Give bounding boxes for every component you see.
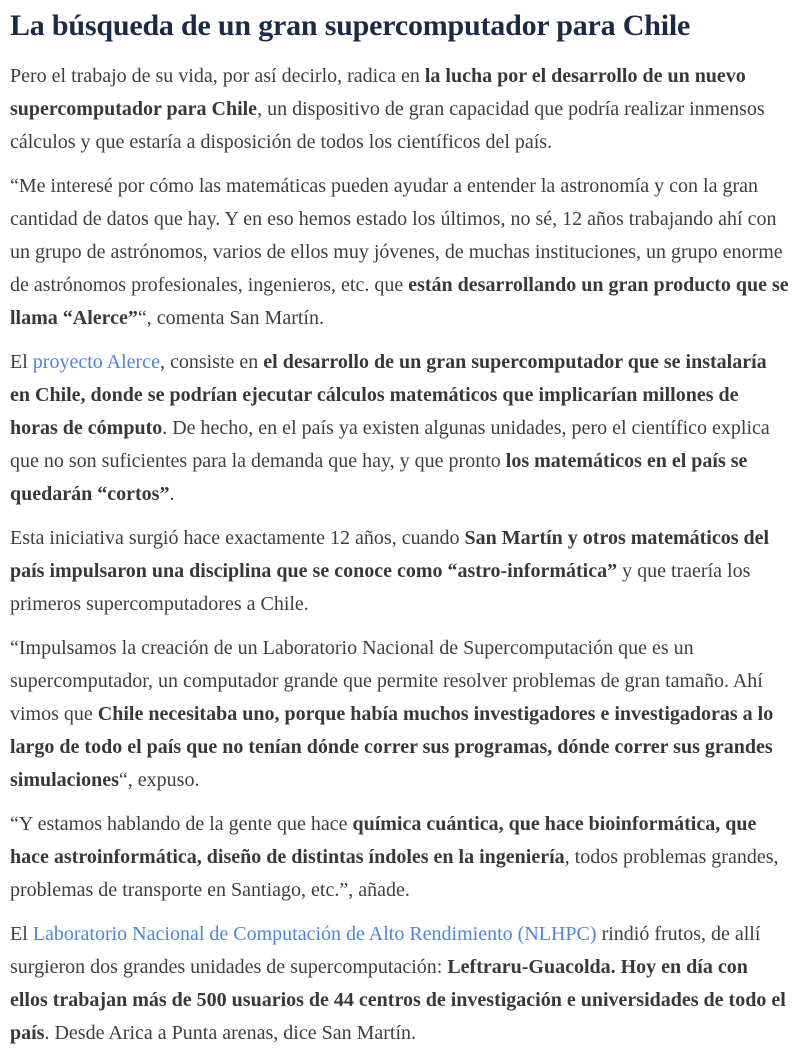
text-run: . Desde Arica a Punta arenas, dice San Martín.: [44, 1022, 417, 1044]
paragraph-intro: [10, 60, 789, 159]
link-proyecto-alerce[interactable]: proyecto Alerce: [32, 351, 160, 373]
text-run: y que traería los primeros supercomputadores a Chile.: [10, 560, 751, 615]
bold-run: están desarrollando un gran producto que se llama “Alerce”: [10, 274, 789, 329]
text-run: .: [169, 483, 175, 505]
paragraph-quote-interes: [10, 170, 789, 335]
text-run: , un dispositivo de gran capacidad que podría realizar inmensos cálculos y que estaría a disposición de todos los científicos del país.: [10, 98, 765, 153]
text-run: El: [10, 923, 33, 945]
link-nlhpc[interactable]: Laboratorio Nacional de Computación de Alto Rendimiento (NLHPC): [32, 923, 597, 945]
text-run: El: [10, 351, 33, 373]
bold-run: los matemáticos en el país se quedarán “cortos”: [10, 450, 748, 505]
article-title: La búsqueda de un gran supercomputador para Chile: [10, 9, 691, 42]
bold-run: el desarrollo de un gran supercomputador que se instalaría en Chile, donde se podrían ejecutar cálculos matemáticos que implicarían millones de horas de cómputo: [10, 351, 767, 439]
bold-run: San Martín y otros matemáticos del país impulsaron una disciplina que se conoce como “astro-informática”: [10, 527, 770, 582]
paragraph-iniciativa: [10, 522, 789, 621]
paragraph-quimica: [10, 808, 789, 907]
text-run: “Me interesé por cómo las matemáticas pueden ayudar a entender la astronomía y con la gran cantidad de datos que hay. Y en eso hemos estado los últimos, no sé, 12 años trabajando ahí con un grupo de astrónomos, varios de ellos muy jóvenes, de muchas instituciones, un grupo enorme de astrónomos profesionales, ingenieros, etc. que: [10, 175, 783, 296]
text-run: Pero el trabajo de su vida, por así decirlo, radica en: [10, 65, 425, 87]
text-run: . De hecho, en el país ya existen algunas unidades, pero el científico explica que no son suficientes para la demanda que hay, y que pronto: [10, 417, 770, 472]
text-run: “Y estamos hablando de la gente que hace: [10, 813, 353, 835]
text-run: rindió frutos, de allí surgieron dos grandes unidades de supercomputación:: [10, 923, 761, 978]
text-run: Esta iniciativa surgió hace exactamente 12 años, cuando: [10, 527, 465, 549]
text-run: “Impulsamos la creación de un Laboratorio Nacional de Supercomputación que es un supercomputador, un computador grande que permite resolver problemas de gran tamaño. Ahí vimos que: [10, 637, 763, 725]
text-run: , todos problemas grandes, problemas de transporte en Santiago, etc.”, añade.: [10, 846, 779, 901]
bold-run: la lucha por el desarrollo de un nuevo supercomputador para Chile: [10, 65, 746, 120]
bold-run: Chile necesitaba uno, porque había muchos investigadores e investigadoras a lo largo de todo el país que no tenían dónde correr sus programas, dónde correr sus grandes simulaciones: [10, 703, 774, 791]
text-run: “, expuso.: [118, 769, 200, 791]
bold-run: Leftraru-Guacolda. Hoy en día con ellos trabajan más de 500 usuarios de 44 centros de investigación e universidades de todo el país: [10, 956, 786, 1044]
paragraph-nlhpc: [10, 918, 789, 1050]
paragraph-laboratorio: [10, 632, 789, 797]
paragraph-proyecto-alerce: [10, 346, 789, 511]
text-run: , consiste en: [159, 351, 264, 373]
bold-run: química cuántica, que hace bioinformática, que hace astroinformática, diseño de distintas índoles en la ingeniería: [10, 813, 757, 868]
text-run: “, comenta San Martín.: [137, 307, 324, 329]
